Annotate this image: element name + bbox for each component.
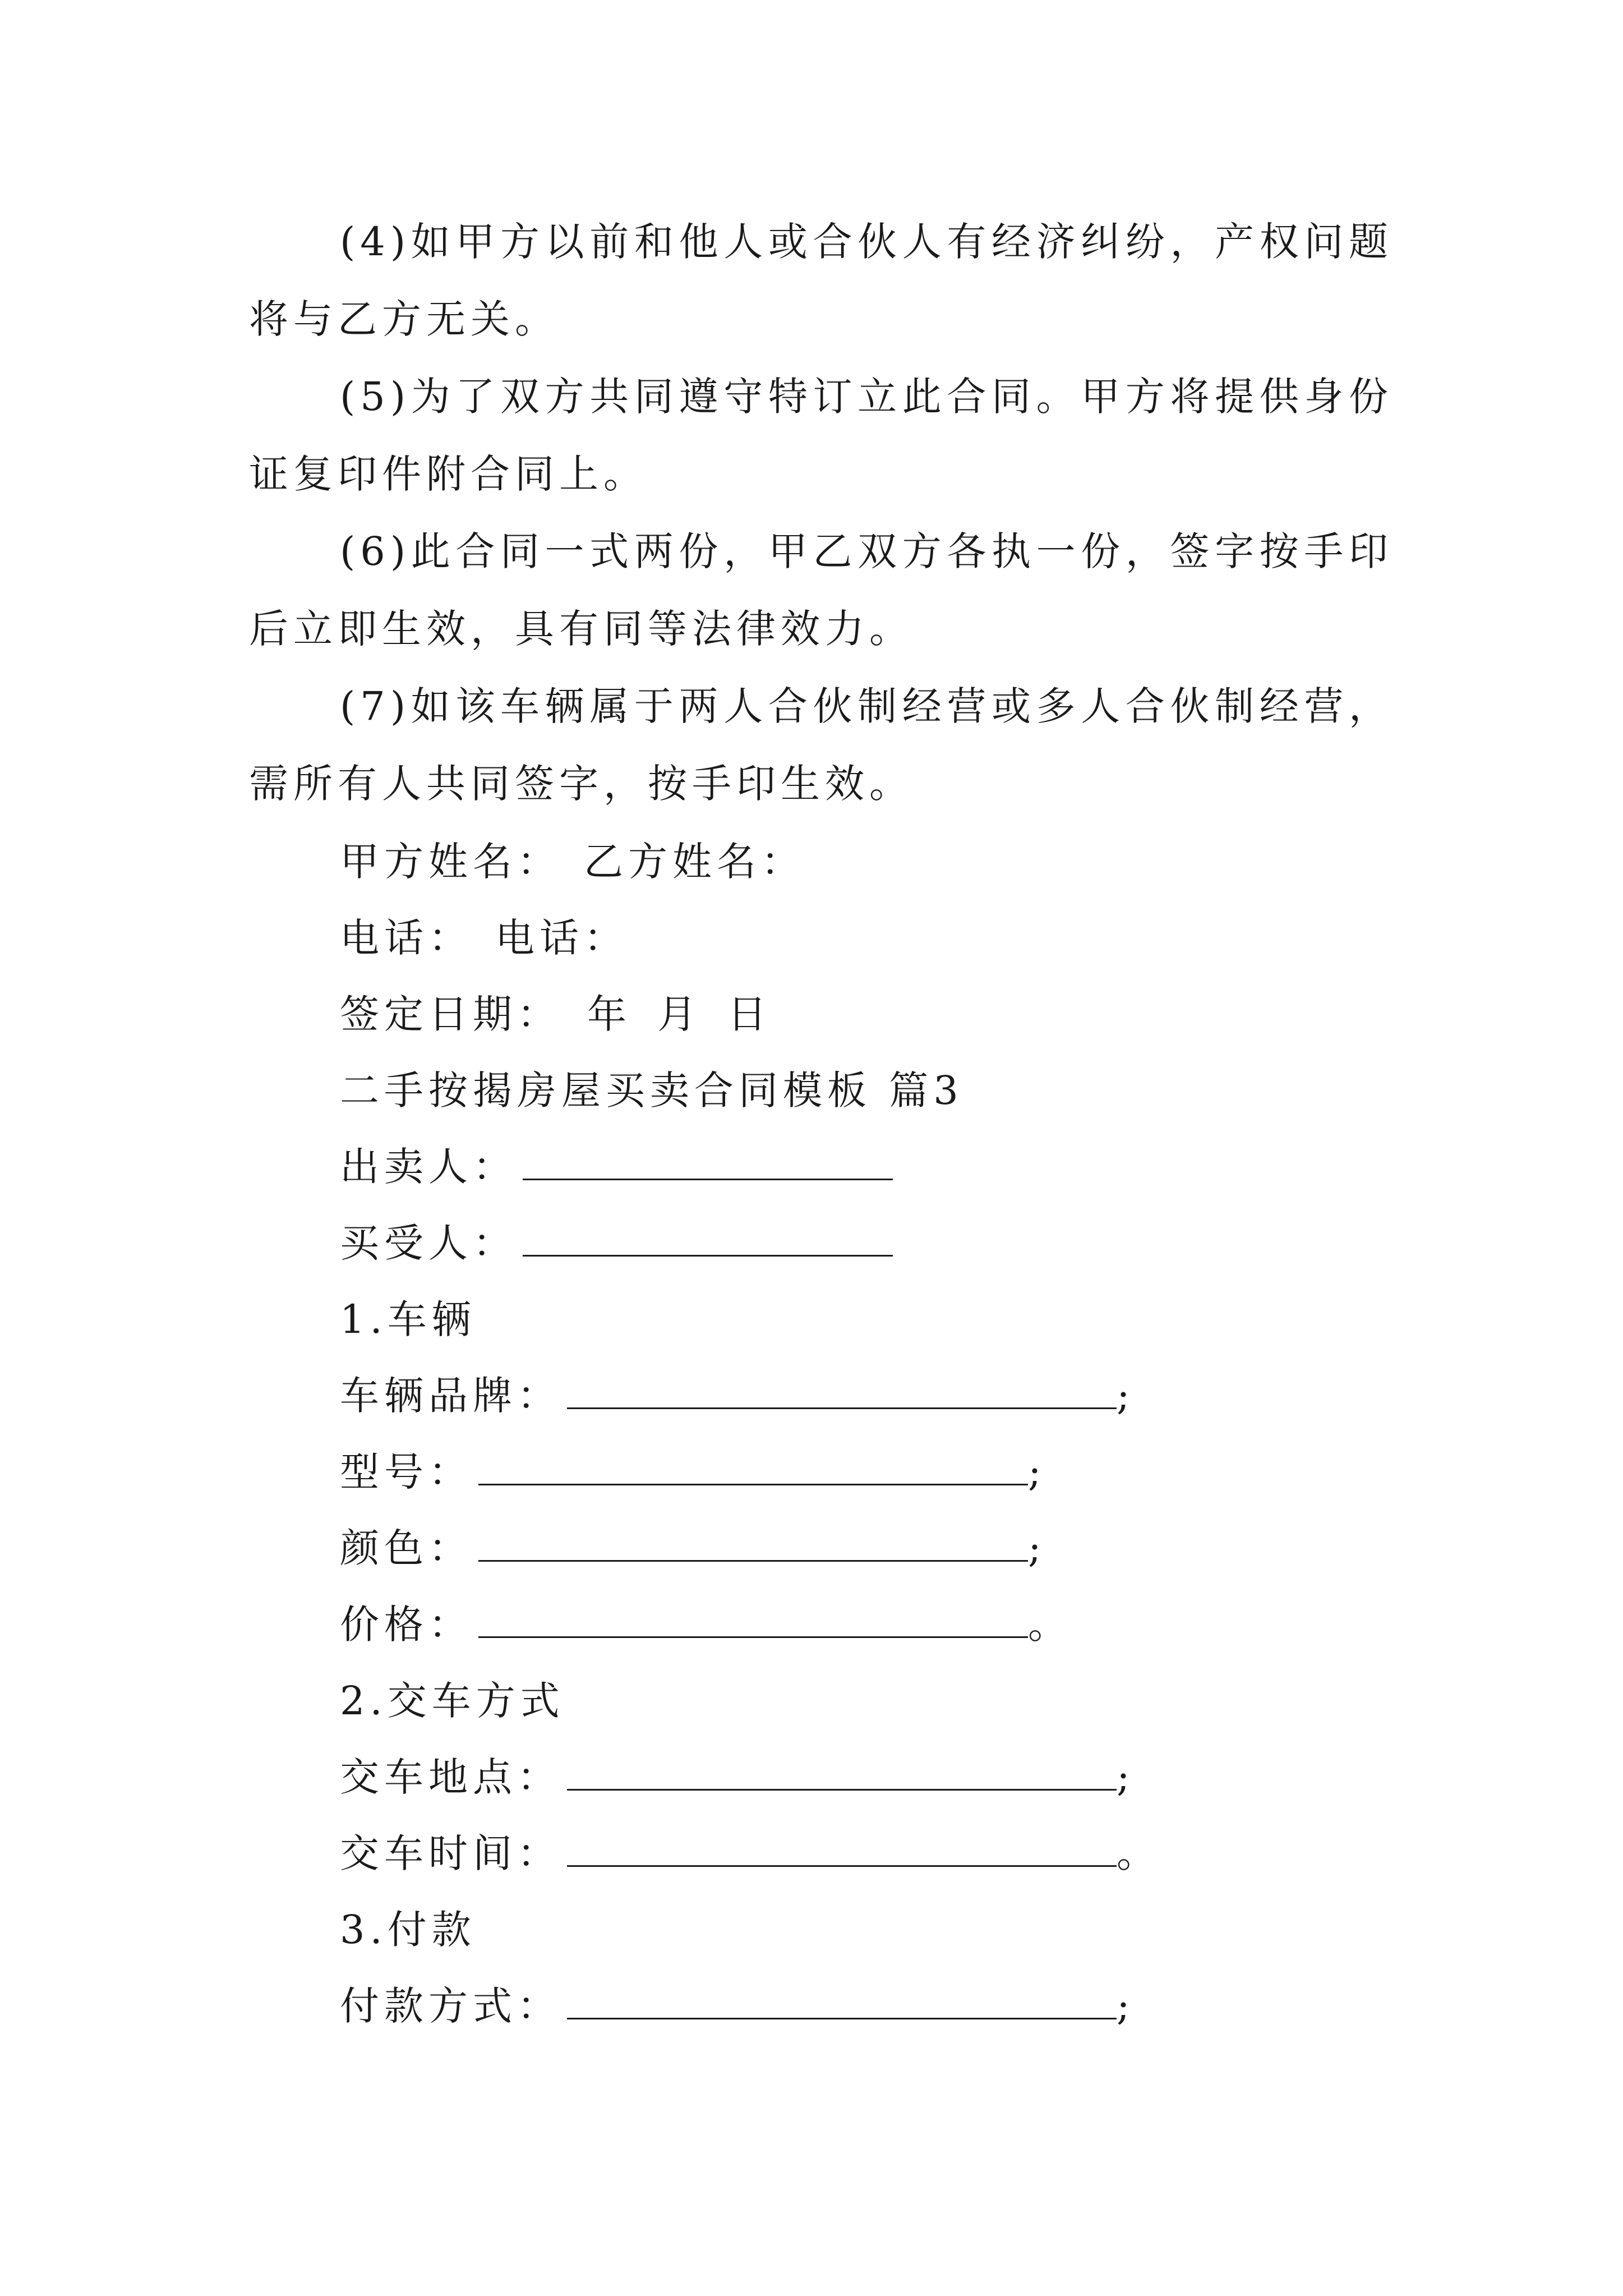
- delivery-time-blank: [567, 1833, 1117, 1867]
- delivery-time-end: 。: [1117, 1830, 1161, 1876]
- section-title: 二手按揭房屋买卖合同模板 篇3: [340, 1068, 963, 1114]
- delivery-place-blank: [567, 1756, 1117, 1791]
- delivery-time-label: 交车时间：: [340, 1830, 561, 1876]
- vehicle-model-line: [340, 1444, 1046, 1500]
- party-b-name-label: 乙方姓名：: [584, 839, 805, 885]
- vehicle-color-line: [340, 1520, 1046, 1576]
- vehicle-color-end: ;: [1028, 1525, 1046, 1571]
- vehicle-color-label: 颜色：: [340, 1525, 473, 1571]
- clause-7-text: (7)如该车辆属于两人合伙制经营或多人合伙制经营，需所有人共同签字，按手印生效。: [249, 683, 1393, 807]
- payment-method-blank: [567, 1985, 1117, 2019]
- delivery-place-line: [340, 1749, 1135, 1805]
- vehicle-brand-line: [340, 1368, 1135, 1424]
- clause-6: [249, 513, 1393, 668]
- clause-5: [249, 358, 1393, 513]
- clause-4: [249, 203, 1393, 358]
- payment-heading: 3.付款: [340, 1907, 476, 1953]
- payment-method-line: [340, 1978, 1135, 2034]
- vehicle-price-line: [340, 1596, 1072, 1653]
- date-year: 年: [587, 991, 631, 1037]
- delivery-heading: 2.交车方式: [340, 1678, 565, 1724]
- signature-phone-line: [340, 910, 628, 966]
- seller-blank: [523, 1146, 893, 1180]
- vehicle-brand-label: 车辆品牌：: [340, 1373, 561, 1419]
- vehicle-model-label: 型号：: [340, 1449, 473, 1495]
- party-a-name-label: 甲方姓名：: [340, 839, 561, 885]
- phone-a-label: 电话：: [340, 915, 473, 961]
- date-month: 月: [657, 991, 702, 1037]
- clause-4-text: (4)如甲方以前和他人或合伙人有经济纠纷，产权问题将与乙方无关。: [249, 219, 1393, 342]
- date-day: 日: [727, 991, 772, 1037]
- delivery-place-end: ;: [1117, 1754, 1135, 1800]
- vehicle-heading: 1.车辆: [340, 1296, 476, 1342]
- vehicle-price-end: 。: [1028, 1602, 1072, 1648]
- buyer-label: 买受人：: [340, 1220, 517, 1266]
- vehicle-brand-end: ;: [1117, 1373, 1135, 1419]
- clause-6-text: (6)此合同一式两份，甲乙双方各执一份，签字按手印后立即生效，具有同等法律效力。: [249, 528, 1393, 652]
- delivery-time-line: [340, 1825, 1161, 1881]
- clause-7: [249, 668, 1393, 822]
- seller-line: [340, 1139, 893, 1195]
- phone-b-label: 电话：: [495, 915, 628, 961]
- seller-label: 出卖人：: [340, 1144, 517, 1190]
- vehicle-color-blank: [478, 1527, 1028, 1562]
- delivery-place-label: 交车地点：: [340, 1754, 561, 1800]
- date-label: 签定日期：: [340, 991, 561, 1037]
- buyer-blank: [523, 1222, 893, 1257]
- payment-method-end: ;: [1117, 1983, 1135, 2029]
- buyer-line: [340, 1215, 893, 1271]
- vehicle-price-label: 价格：: [340, 1602, 473, 1648]
- signature-names-line: [340, 834, 805, 890]
- vehicle-brand-blank: [567, 1375, 1117, 1409]
- vehicle-price-blank: [478, 1604, 1028, 1638]
- vehicle-model-blank: [478, 1451, 1028, 1485]
- vehicle-model-end: ;: [1028, 1449, 1046, 1495]
- payment-method-label: 付款方式：: [340, 1983, 561, 2029]
- signature-date-line: [340, 986, 772, 1042]
- clause-5-text: (5)为了双方共同遵守特订立此合同。甲方将提供身份证复印件附合同上。: [249, 374, 1393, 497]
